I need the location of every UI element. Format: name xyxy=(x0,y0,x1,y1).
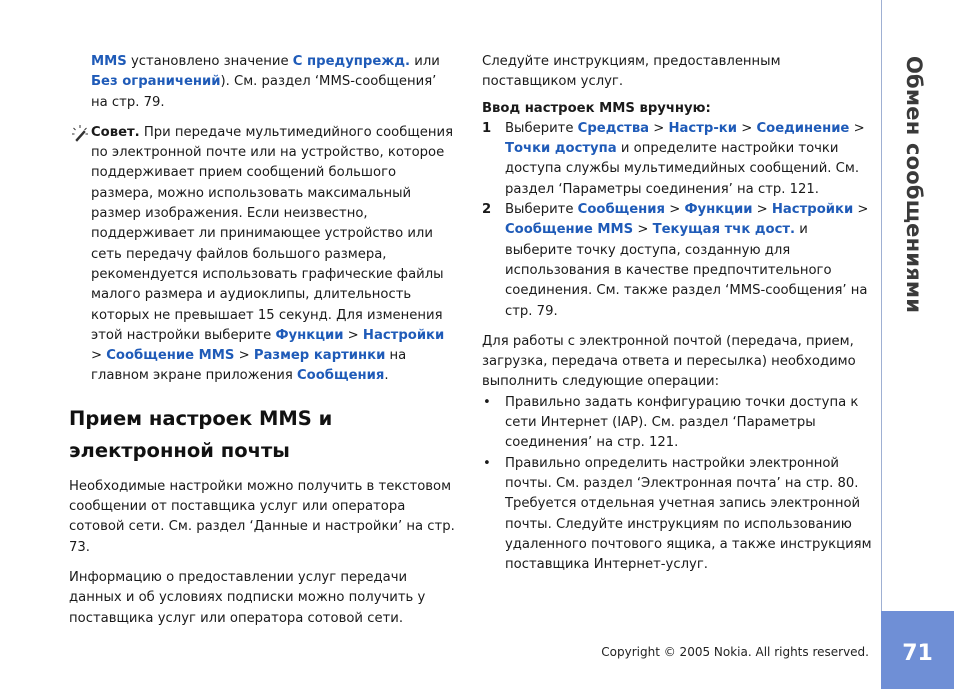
bullet-icon: • xyxy=(483,394,491,410)
menu-functions: Функции xyxy=(684,202,753,218)
menu-settings: Настройки xyxy=(362,327,445,343)
menu-image-size: Размер картинки xyxy=(253,348,386,364)
list-item: • Правильно определить настройки электронной почты. См. раздел ‘Электронная почта’ на стр. 80. Требуется отдельная учетная запись электронной почты. Следуйте инструкциям по использованию удаленного почтового ящика, а также инструкциям поставщика Интернет-услуг. xyxy=(483,455,872,573)
option-unrestricted: Без ограничений xyxy=(91,74,221,90)
paragraph-settings-sms: Необходимые настройки можно получить в текстовом сообщении от поставщика услуг или оператора сотовой сети. См. раздел ‘Данные и настройки’ на стр. 73. xyxy=(69,478,455,555)
app-messaging: Сообщения xyxy=(297,368,385,384)
chapter-title: Обмен сообщениями xyxy=(902,56,926,314)
menu-current-access-point: Текущая тчк дост. xyxy=(652,222,796,238)
intro-instructions: Следуйте инструкциям, предоставленным поставщиком услуг. xyxy=(482,54,781,90)
paragraph-data-services: Информацию о предоставлении услуг передачи данных и об условиях подписки можно получить у поставщика услуг или оператора сотовой сети. xyxy=(69,569,426,626)
page-number: 71 xyxy=(902,641,933,666)
menu-mms-message: Сообщение MMS xyxy=(505,222,634,238)
bullet-list xyxy=(482,393,872,576)
menu-tools: Средства xyxy=(577,120,650,136)
left-column xyxy=(69,52,459,629)
menu-settings: Настройки xyxy=(771,202,854,218)
step-number: 1 xyxy=(482,120,492,136)
manual-settings-subhead: Ввод настроек MMS вручную: xyxy=(482,100,711,116)
chapter-sidebar xyxy=(881,0,954,689)
menu-access-points: Точки доступа xyxy=(505,141,617,157)
tip-block xyxy=(69,123,459,387)
copyright-notice: Copyright © 2005 Nokia. All rights reserved. xyxy=(601,645,869,659)
menu-setup: Настр-ки xyxy=(668,120,738,136)
list-item: • Правильно задать конфигурацию точки доступа к сети Интернет (IAP). См. раздел ‘Параметры соединения’ на стр. 121. xyxy=(483,394,859,451)
right-column xyxy=(482,52,872,575)
step-item: 2 Выберите Сообщения > Функции > Настройки > Сообщение MMS > Текущая тчк дост. и выберите точку доступа, созданную для использования в качестве предпочтительного соединения. См. также раздел ‘MMS-сообщения’ на стр. 79. xyxy=(482,202,869,319)
bullet-icon: • xyxy=(483,455,491,471)
section-heading: Прием настроек MMS и электронной почты xyxy=(69,406,333,462)
menu-connection: Соединение xyxy=(756,120,850,136)
tip-lightbulb-icon xyxy=(71,124,89,142)
intro-paragraph: MMS установлено значение С предупрежд. или Без ограничений). См. раздел ‘MMS-сообщения’ на стр. 79. xyxy=(91,54,440,110)
menu-mms: MMS xyxy=(91,54,127,69)
tip-label: Совет. xyxy=(91,124,140,140)
steps-list xyxy=(482,119,872,322)
step-number: 2 xyxy=(482,202,492,218)
option-warn: С предупрежд. xyxy=(292,54,411,69)
tip-text: Совет. При передаче мультимедийного сообщения по электронной почте или на устройство, которое поддерживает прием сообщений большого размера, можно использовать максимальный размер изображения. Если неизвестно, поддерживает ли принимающее устройство или сеть передачу файлов большого размера, рекомендуется использовать графические файлы малого размера и аудиоклипы, длительность которых не превышает 15 секунд. Для изменения этой настройки выберите Функции > Настройки > Сообщение MMS > Размер картинки на главном экране приложения Сообщения. xyxy=(91,124,454,384)
menu-messaging: Сообщения xyxy=(577,202,665,218)
menu-functions: Функции xyxy=(275,327,344,343)
page-number-box xyxy=(881,611,954,689)
menu-mms-message: Сообщение MMS xyxy=(106,348,235,364)
email-paragraph: Для работы с электронной почтой (передача, прием, загрузка, передача ответа и пересылка) необходимо выполнить следующие операции: xyxy=(482,333,856,390)
step-item: 1 Выберите Средства > Настр-ки > Соединение > Точки доступа и определите настройки точки доступа службы мультимедийных сообщений. См. раздел ‘Параметры соединения’ на стр. 121. xyxy=(482,120,865,197)
